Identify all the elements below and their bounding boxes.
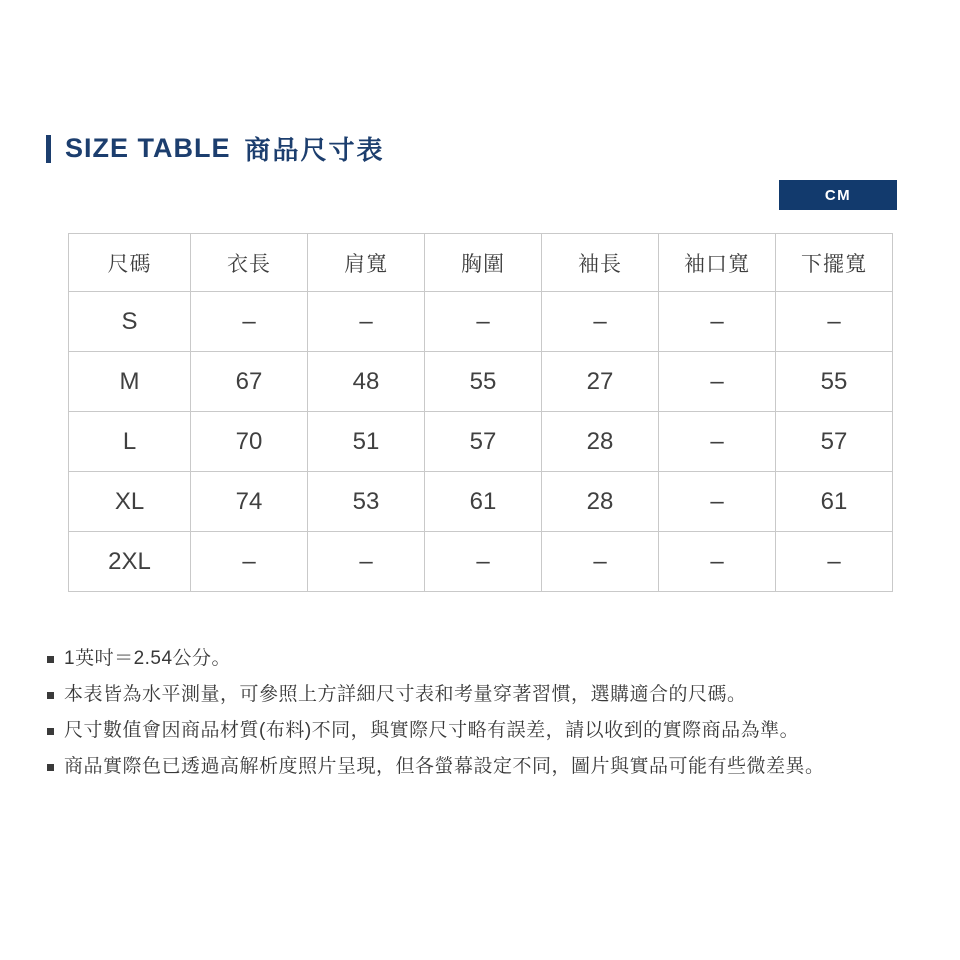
square-bullet-icon: [47, 692, 54, 699]
note-text: 商品實際色已透過高解析度照片呈現，但各螢幕設定不同，圖片與實品可能有些微差異。: [64, 756, 825, 777]
value-cell: 27: [542, 352, 659, 412]
value-cell: 55: [776, 352, 893, 412]
value-cell: –: [659, 412, 776, 472]
value-cell: 55: [425, 352, 542, 412]
value-cell: 57: [776, 412, 893, 472]
note-text: 1英吋＝2.54公分。: [64, 648, 232, 669]
value-cell: –: [776, 532, 893, 592]
value-cell: 57: [425, 412, 542, 472]
value-cell: –: [191, 292, 308, 352]
page-title: [46, 130, 385, 167]
value-cell: –: [659, 532, 776, 592]
size-table: [68, 233, 893, 592]
table-body: [69, 292, 893, 592]
value-cell: 51: [308, 412, 425, 472]
value-cell: 61: [776, 472, 893, 532]
title-accent-bar: [46, 135, 51, 163]
table-row: [69, 472, 893, 532]
square-bullet-icon: [47, 656, 54, 663]
note-item: [47, 713, 927, 749]
value-cell: 28: [542, 412, 659, 472]
column-header: 袖口寬: [659, 234, 776, 292]
column-header: 尺碼: [69, 234, 191, 292]
value-cell: 70: [191, 412, 308, 472]
value-cell: –: [308, 532, 425, 592]
note-item: [47, 749, 927, 785]
title-zh: 商品尺寸表: [244, 135, 385, 165]
column-header: 袖長: [542, 234, 659, 292]
value-cell: –: [542, 292, 659, 352]
value-cell: –: [191, 532, 308, 592]
column-header: 下擺寬: [776, 234, 893, 292]
size-cell: XL: [69, 472, 191, 532]
size-cell: L: [69, 412, 191, 472]
size-cell: 2XL: [69, 532, 191, 592]
value-cell: –: [659, 472, 776, 532]
value-cell: –: [425, 292, 542, 352]
table-row: [69, 532, 893, 592]
table-row: [69, 352, 893, 412]
value-cell: 61: [425, 472, 542, 532]
column-header: 衣長: [191, 234, 308, 292]
unit-badge-cm: [779, 180, 897, 210]
square-bullet-icon: [47, 728, 54, 735]
column-header: 胸圍: [425, 234, 542, 292]
table-header-row: [69, 234, 893, 292]
value-cell: –: [308, 292, 425, 352]
note-text: 本表皆為水平測量，可參照上方詳細尺寸表和考量穿著習慣，選購適合的尺碼。: [64, 684, 747, 705]
value-cell: –: [542, 532, 659, 592]
note-item: [47, 641, 927, 677]
note-text: 尺寸數值會因商品材質(布料)不同，與實際尺寸略有誤差，請以收到的實際商品為準。: [64, 720, 800, 741]
value-cell: 53: [308, 472, 425, 532]
column-header: 肩寬: [308, 234, 425, 292]
value-cell: –: [425, 532, 542, 592]
unit-badge-label: CM: [824, 186, 852, 204]
value-cell: 67: [191, 352, 308, 412]
value-cell: –: [776, 292, 893, 352]
size-cell: S: [69, 292, 191, 352]
title-en: SIZE TABLE: [65, 133, 231, 163]
value-cell: 74: [191, 472, 308, 532]
square-bullet-icon: [47, 764, 54, 771]
table-row: [69, 292, 893, 352]
size-cell: M: [69, 352, 191, 412]
note-item: [47, 677, 927, 713]
notes-list: [47, 641, 927, 785]
value-cell: –: [659, 292, 776, 352]
value-cell: 28: [542, 472, 659, 532]
value-cell: 48: [308, 352, 425, 412]
value-cell: –: [659, 352, 776, 412]
table-row: [69, 412, 893, 472]
